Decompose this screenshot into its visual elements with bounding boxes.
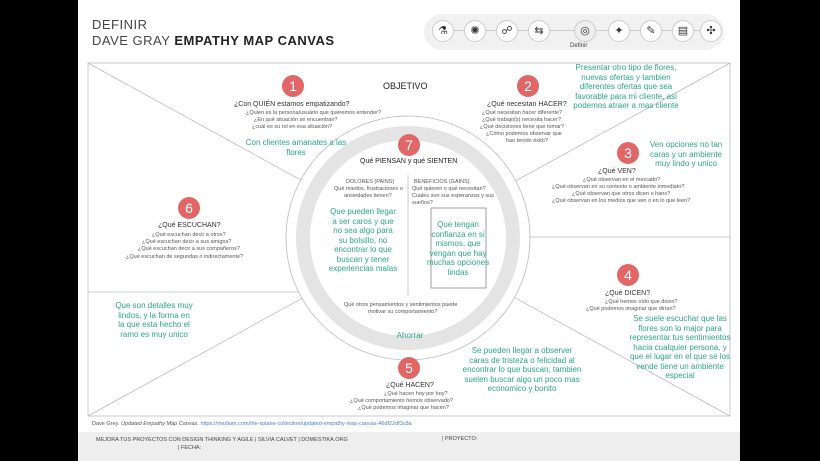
section-3-answer: Ven opciones no tan caras y un ambiente muy lindo y unico xyxy=(649,140,723,168)
footer-bar xyxy=(78,432,740,461)
section-6-sub-3: ¿Qué escuchan decir a sus compañeros? xyxy=(138,246,240,252)
footer-proyecto: | PROYECTO: xyxy=(442,436,478,442)
section-3-sub-2: ¿Qué observan en su contexto o ambiente inmediato? xyxy=(552,184,685,190)
footer-line-1: MEJORA TUS PROYECTOS CON DESIGN THINKING Y AGILE | SILVIA CALVET | DOMESTIKA.ORG xyxy=(96,437,348,443)
section-5-question: ¿Qué HACEN? xyxy=(386,382,434,389)
header-title-bold: EMPATHY MAP CANVAS xyxy=(174,33,335,48)
section-1-sub-3: ¿cuál es su rol en esa situación? xyxy=(252,124,333,130)
section-1-answer: Con clientes amanates a las flores xyxy=(245,138,347,157)
citation xyxy=(92,421,412,427)
section-2-sub-2: ¿Qué trabajo(s) necesita hacer? xyxy=(482,117,561,123)
section-2-sub-5: han tenido éxito? xyxy=(506,138,548,144)
objetivo-label: OBJETIVO xyxy=(383,81,428,91)
section-6-number: 6 xyxy=(178,197,200,219)
section-5-answer-center: Ahorrar xyxy=(396,331,424,340)
dolores-answer: Que pueden llegar a ser caros y que no sea algo para su bolsillo, no encontrar lo que buscan y tener experiencias malas xyxy=(328,207,398,273)
footer-line-2: | FECHA: xyxy=(178,445,202,451)
section-3-sub-4: ¿Qué observan en los medios que ven o en lo que leen? xyxy=(552,198,691,204)
section-3-number: 3 xyxy=(617,142,639,164)
header-title-line1: DEFINIR xyxy=(92,17,148,32)
footer-text xyxy=(96,436,348,452)
dolores-sub-1: Qué miedos, frustraciones o xyxy=(334,186,403,192)
share-icon[interactable]: ✣ xyxy=(700,20,722,42)
section-5-sub-3: ¿Qué podemos imaginar que hacen? xyxy=(358,405,449,411)
section-1-number: 1 xyxy=(282,75,304,97)
signpost-icon[interactable]: ⇆ xyxy=(528,20,550,42)
section-6-sub-1: ¿Qué escuchan decir a otros? xyxy=(152,232,226,238)
citation-title: Updated Empathy Map Canvas. xyxy=(120,421,199,427)
lab-icon[interactable]: ⚗ xyxy=(432,20,454,42)
ruler-icon[interactable]: ✎ xyxy=(640,20,662,42)
target-icon[interactable]: ◎ xyxy=(574,20,596,42)
section-1-sub-2: ¿En qué situación se encuentran? xyxy=(254,117,338,123)
beneficios-sub-2: Cuales son sus esperanzas y sus xyxy=(412,193,494,199)
section-5-number: 5 xyxy=(398,357,420,379)
beneficios-sub-1: Qué quieren o qué necesitan? xyxy=(412,186,486,192)
dolores-title: DOLORES (PAINS) xyxy=(346,179,395,185)
section-5-sub-1: ¿Qué hacen hoy por hoy? xyxy=(384,391,448,397)
section-3-question: ¿Qué VEN? xyxy=(598,168,636,175)
brain-icon[interactable]: ✺ xyxy=(464,20,486,42)
section-3-sub-3: ¿Qué observan que otros dicen o hans? xyxy=(572,191,671,197)
section-7-number: 7 xyxy=(398,134,420,156)
canvas-page xyxy=(78,0,740,461)
section-6-sub-2: ¿Qué escuchan decir a sus amigos? xyxy=(142,239,232,245)
presentation-icon[interactable]: ▤ xyxy=(672,20,694,42)
citation-link[interactable]: https://medium.com/the-xplane-collection/updated-empathy-map-canvas-46df22df3c8a xyxy=(200,421,412,427)
section-4-sub-1: ¿Qué hemos oído que dicen? xyxy=(605,299,678,305)
section-4-sub-2: ¿Qué podemos imaginar que dirían? xyxy=(586,306,676,312)
dolores-sub-2: ansiedades tienen? xyxy=(344,193,392,199)
section-2-question: ¿Qué necesitan HACER? xyxy=(487,101,567,108)
section-4-number: 4 xyxy=(617,264,639,286)
section-4-answer: Se suele escuchar que las flores son lo major para representar tus sentimientos hacia cualquier persona, y que el lugar en el que se los vende tiene un ambiente especial xyxy=(629,314,731,380)
citation-prefix: Dave Grey. xyxy=(92,421,121,427)
section-6-answer: Que son detalles muy lindos, y la forma en la que esta hecho el ramo es muy unico xyxy=(115,301,193,339)
beneficios-title: BENEFICIOS (GAINS) xyxy=(414,179,470,185)
section-2-sub-4: ¿Cómo podemos observar que xyxy=(486,131,562,137)
section-7-question: Qué PIENSAN y qué SIENTEN xyxy=(360,158,458,165)
beneficios-answer: Que tengan confianza en si mismos, que vengan que hay muchas opciones lindas xyxy=(426,220,490,277)
section-6-question: ¿Qué ESCUCHAN? xyxy=(158,222,221,229)
section-6-sub-4: ¿Qué escuchan de segundas o indirectamente? xyxy=(126,254,244,260)
section-7-other-1: Qué otros pensamientos y sentimientos puede xyxy=(344,302,458,308)
network-icon[interactable]: ☍ xyxy=(496,20,518,42)
section-1-sub-1: ¿Quien es la persona/usuario que queremos entender? xyxy=(246,110,382,116)
section-1-question: ¿Con QUIÉN estamos empatizando? xyxy=(234,101,350,108)
header-title-prefix: DAVE GRAY xyxy=(92,33,175,48)
section-2-answer: Presentar otro tipo de flores, nuevas ofertas y tambien diferentes ofertas que sea favorable para mi cliente, asi podemos atraer a mas cliente xyxy=(573,63,679,110)
section-3-sub-1: ¿Qué observan en el mercado? xyxy=(583,177,661,183)
beneficios-sub-3: sueños? xyxy=(412,200,433,206)
section-7-other-2: motivar su comportamiento? xyxy=(368,309,438,315)
progress-label: Definir xyxy=(570,43,588,49)
section-2-sub-1: ¿Qué necesitan hacer diferente? xyxy=(482,110,563,116)
lightbulb-icon[interactable]: ✦ xyxy=(608,20,630,42)
section-2-sub-3: ¿Qué decisiones tiene que tomar? xyxy=(480,124,565,130)
section-5-sub-2: ¿Qué comportamiento hemos observado? xyxy=(350,398,454,404)
section-2-number: 2 xyxy=(517,75,539,97)
section-5-answer: Se pueden llegar a observer caras de tristeza o felicidad al encontrar lo que buscan, tambien suelen buscar algo un poco mas economico y bonito xyxy=(462,346,582,393)
section-4-question: ¿Qué DICEN? xyxy=(605,290,651,297)
